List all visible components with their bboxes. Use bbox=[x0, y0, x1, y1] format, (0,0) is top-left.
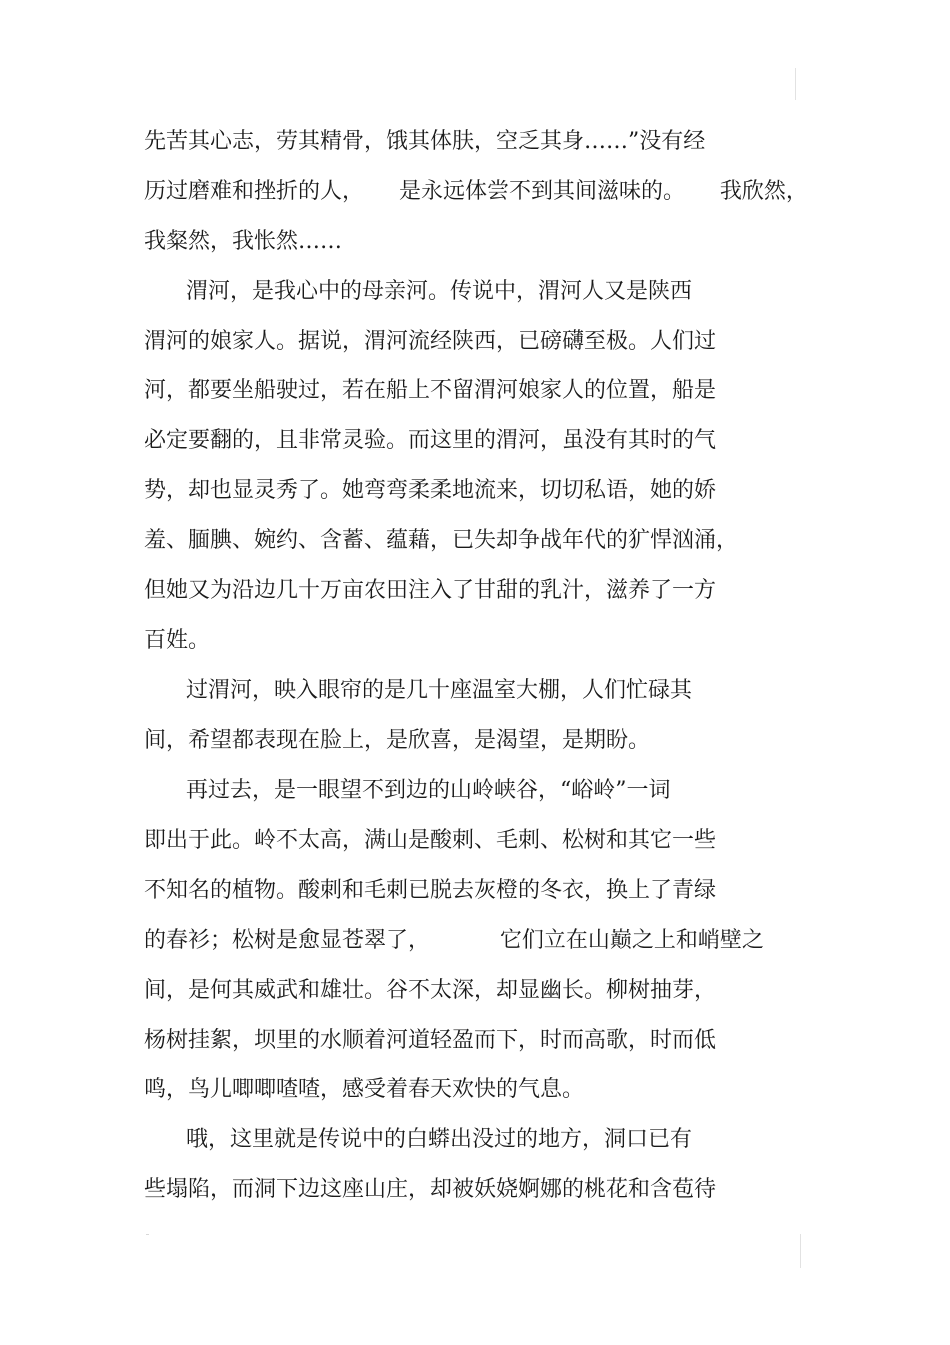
page-edge-mark-top bbox=[795, 68, 796, 100]
text-line: 不知名的植物。酸刺和毛刺已脱去灰橙的冬衣，换上了青绿 bbox=[144, 878, 717, 903]
text-line: 羞、腼腆、婉约、含蓄、蕴藉，已失却争战年代的犷悍汹涌， bbox=[144, 528, 739, 553]
text-line: 势，却也显灵秀了。她弯弯柔柔地流来，切切私语，她的娇 bbox=[144, 478, 717, 503]
text-line: 渭河的娘家人。据说，渭河流经陕西，已磅礴至极。人们过 bbox=[144, 329, 717, 354]
text-line: 过渭河，映入眼帘的是几十座温室大棚，人们忙碌其 bbox=[144, 678, 692, 703]
text-line: 再过去，是一眼望不到边的山岭峡谷，“峪岭”一词 bbox=[144, 778, 671, 803]
text-line: 间，希望都表现在脸上，是欣喜，是渴望，是期盼。 bbox=[144, 728, 651, 753]
text-line: 杨树挂絮，坝里的水顺着河道轻盈而下，时而高歌，时而低 bbox=[144, 1028, 717, 1053]
text-line: 的春衫；松树是愈显苍翠了， 它们立在山巅之上和峭壁之 bbox=[144, 928, 764, 953]
text-line: 我粲然，我怅然…… bbox=[144, 229, 343, 254]
text-line: 些塌陷，而洞下边这座山庄，却被妖娆婀娜的桃花和含苞待 bbox=[144, 1177, 717, 1202]
text-line: 渭河，是我心中的母亲河。传说中，渭河人又是陕西 bbox=[144, 279, 692, 304]
text-line: 先苦其心志，劳其精骨，饿其体肤，空乏其身……”没有经 bbox=[144, 129, 706, 154]
text-line: 鸣，鸟儿唧唧喳喳，感受着春天欢快的气息。 bbox=[144, 1077, 585, 1102]
page-corner-mark bbox=[146, 1234, 149, 1235]
text-line: 哦，这里就是传说中的白蟒出没过的地方，洞口已有 bbox=[144, 1127, 692, 1152]
text-line: 百姓。 bbox=[144, 628, 211, 653]
page-edge-mark-bottom bbox=[800, 1234, 801, 1268]
text-line: 即出于此。岭不太高，满山是酸刺、毛刺、松树和其它一些 bbox=[144, 828, 717, 853]
text-line: 必定要翻的，且非常灵验。而这里的渭河，虽没有其时的气 bbox=[144, 428, 717, 453]
text-line: 间，是何其威武和雄壮。谷不太深，却显幽长。柳树抽芽， bbox=[144, 978, 717, 1003]
text-line: 但她又为沿边几十万亩农田注入了甘甜的乳汁，滋养了一方 bbox=[144, 578, 717, 603]
text-line: 河，都要坐船驶过，若在船上不留渭河娘家人的位置，船是 bbox=[144, 378, 717, 403]
text-line: 历过磨难和挫折的人， 是永远体尝不到其间滋味的。 我欣然， bbox=[144, 179, 808, 204]
